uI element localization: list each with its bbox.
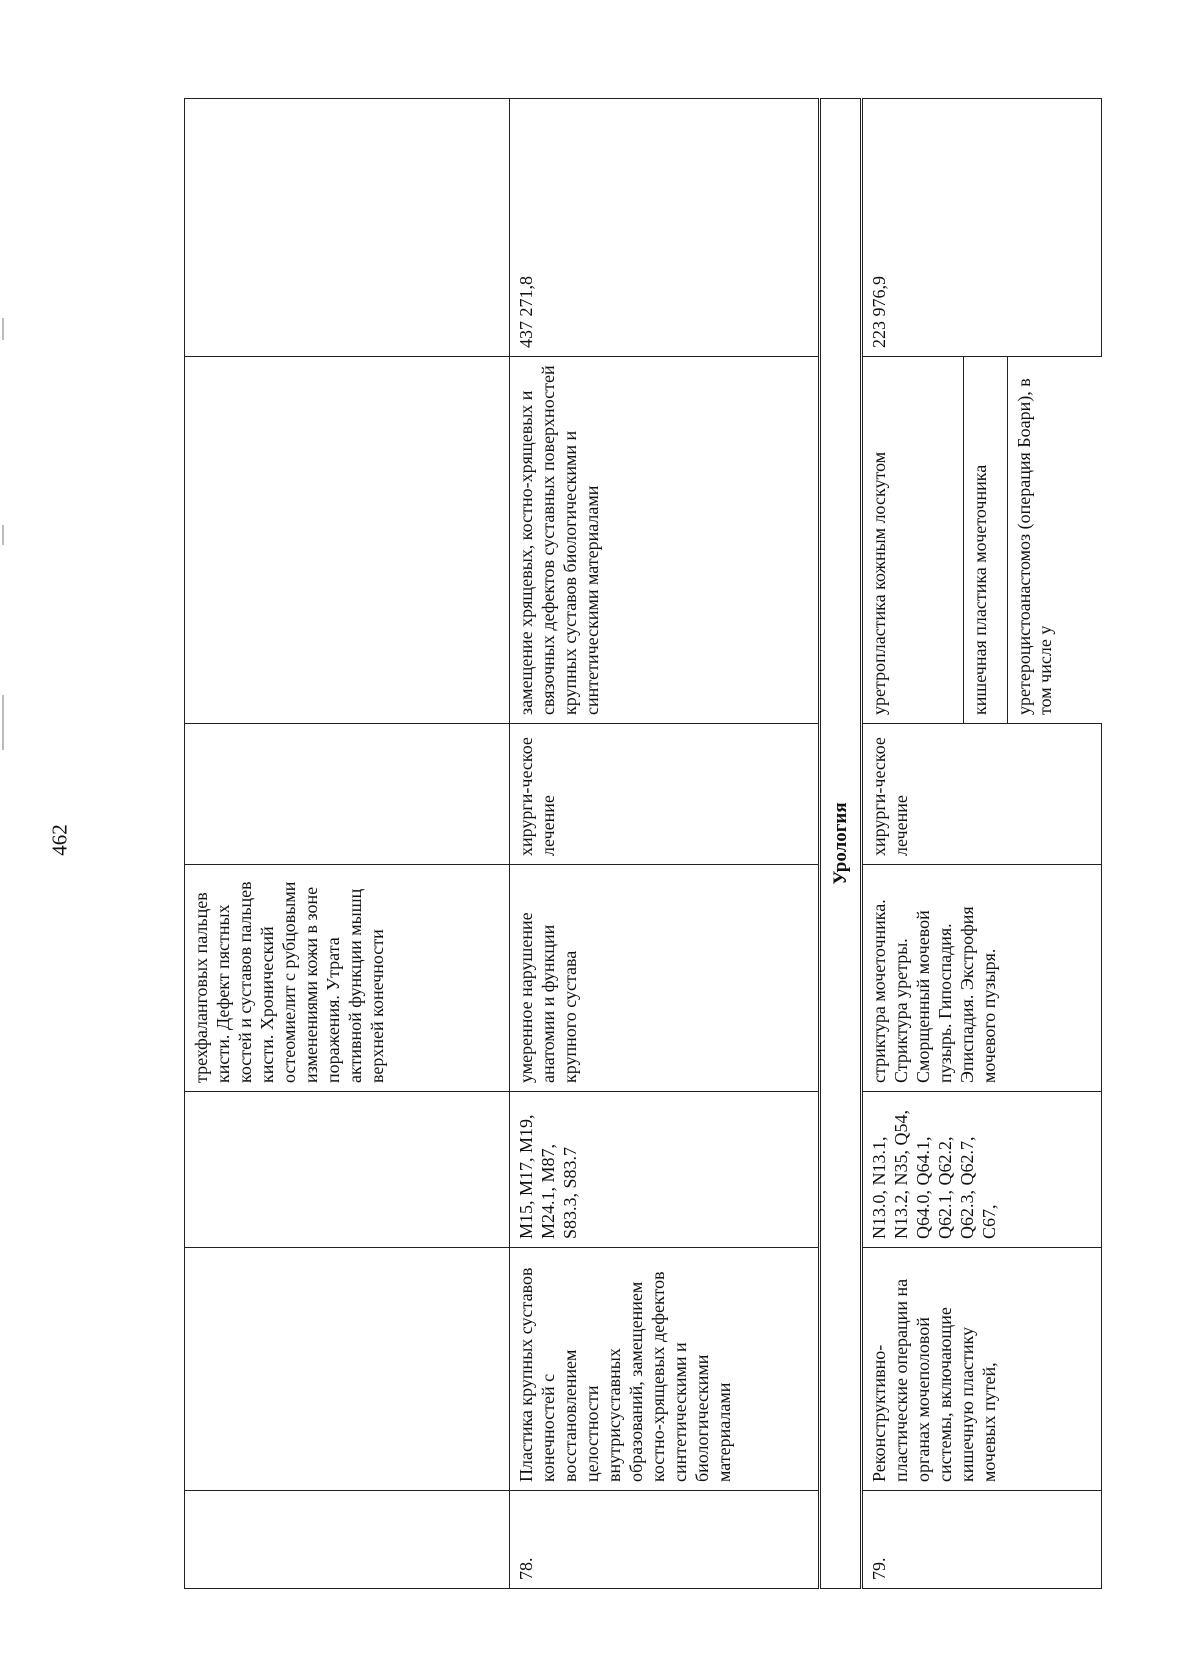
treatment-method: замещение хрящевых, костно-хрящевых и связочных дефектов суставных поверхностей крупных суставов биологическими и синтетическими материалами [510, 357, 820, 724]
scan-mark [2, 525, 4, 545]
scan-mark [2, 695, 4, 750]
service-name: Пластика крупных суставов конечностей с восстановлением целостности внутрисуставных образований, замещением костно-хрящевых дефектов синтетическими и биологическими материалами [510, 1248, 820, 1491]
service-name [185, 1248, 510, 1491]
row-number [185, 1491, 510, 1589]
treatment-method: уретропластика кожным лоскутом [863, 357, 963, 723]
treatment-type [185, 724, 510, 865]
cost [185, 99, 510, 357]
treatment-methods-list [863, 357, 1102, 723]
table-row [862, 99, 1102, 1589]
patient-model: трехфаланговых пальцев кисти. Дефект пястных костей и суставов пальцев кисти. Хронический остеомиелит с рубцовыми изменениями кожи в зоне поражения. Утрата активной функции мышц верхней конечности [185, 865, 510, 1092]
cost: 437 271,8 [510, 99, 820, 357]
patient-model: стриктура мочеточника. Стриктура уретры. Сморщенный мочевой пузырь. Гипоспадия. Эписпадия. Экстрофия мочевого пузыря. [862, 865, 1102, 1092]
treatment-method: кишечная пластика мочеточника [963, 357, 1007, 723]
scan-edge-marks [2, 0, 6, 1661]
treatment-type: хирурги-ческое лечение [510, 724, 820, 865]
treatment-method: уретероцистоанастомоз (операция Боари), в том числе у [1013, 378, 1056, 715]
method-row [863, 357, 963, 723]
section-title: Урология [820, 99, 862, 1589]
services-table [184, 98, 1102, 1589]
patient-model: умеренное нарушение анатомии и функции крупного сустава [510, 865, 820, 1092]
scan-mark [2, 318, 4, 340]
row-number: 79. [862, 1491, 1102, 1589]
diagnosis-codes [185, 1092, 510, 1248]
diagnosis-codes: M15, M17, M19, M24.1, M87, S83.3, S83.7 [510, 1092, 820, 1248]
method-row [963, 357, 1007, 723]
diagnosis-codes: N13.0, N13.1, N13.2, N35, Q54, Q64.0, Q64.1, Q62.1, Q62.2, Q62.3, Q62.7, C67, [862, 1092, 1102, 1248]
row-number: 78. [510, 1491, 820, 1589]
page-number: 462 [47, 824, 72, 856]
treatment-methods-cell [862, 357, 1102, 724]
cost: 223 976,9 [862, 99, 1102, 357]
treatment-type: хирурги-ческое лечение [862, 724, 1102, 865]
treatment-method [185, 357, 510, 724]
method-row [1007, 357, 1102, 723]
rotated-table-container [184, 99, 1101, 1589]
section-row [820, 99, 862, 1589]
table-row [185, 99, 510, 1589]
table-row [510, 99, 820, 1589]
service-name: Реконструктивно-пластические операции на органах мочеполовой системы, включающие кишечную пластику мочевых путей, [862, 1248, 1102, 1491]
